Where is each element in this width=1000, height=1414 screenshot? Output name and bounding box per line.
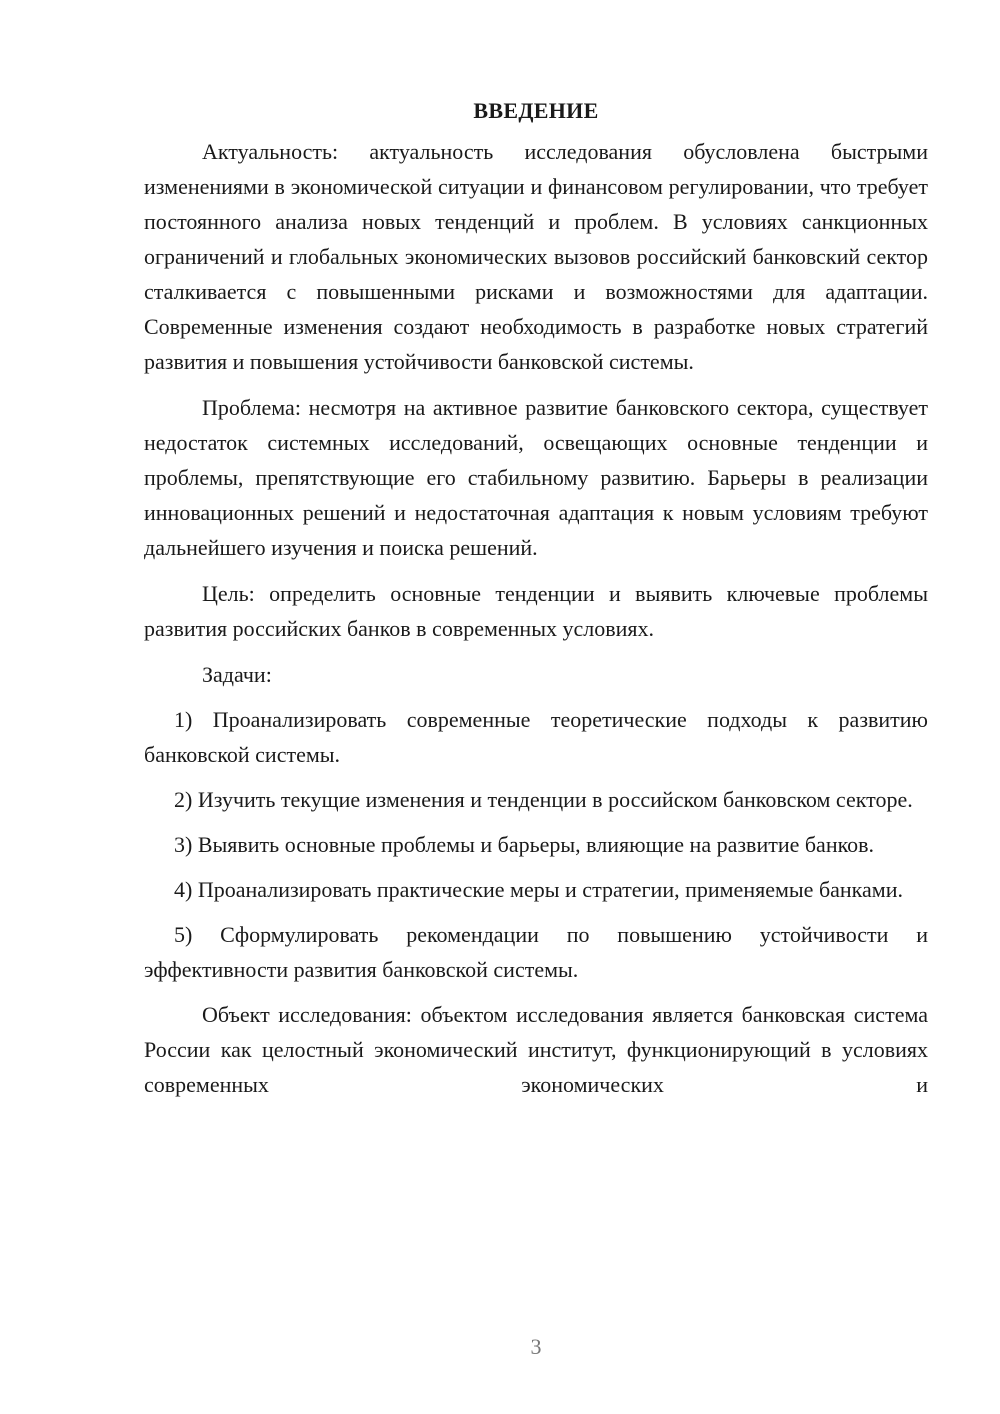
task-item-2: 2) Изучить текущие изменения и тенденции в российском банковском секторе.	[174, 787, 913, 812]
task-item-5: 5) Сформулировать рекомендации по повышению устойчивости и эффективности развития банковской системы.	[144, 922, 928, 982]
page-content	[144, 92, 928, 1113]
task-item-1: 1) Проанализировать современные теоретические подходы к развитию банковской системы.	[144, 707, 928, 767]
tasks-heading: Задачи:	[202, 662, 272, 687]
page-number: 3	[530, 1334, 542, 1359]
task-item-4: 4) Проанализировать практические меры и стратегии, применяемые банками.	[174, 877, 903, 902]
problem-paragraph: Проблема: несмотря на активное развитие банковского сектора, существует недостаток системных исследований, освещающих основные тенденции и проблемы, препятствующие его стабильному развитию. Барьеры в реализации инновационных решений и недостаточная адаптация к новым условиям требуют дальнейшего изучения и поиска решений.	[144, 395, 928, 560]
object-paragraph: Объект исследования: объектом исследования является банковская система России как целостный экономический институт, функционирующий в условиях современных экономических и	[144, 1002, 928, 1097]
section-title: ВВЕДЕНИЕ	[473, 98, 599, 123]
task-item-3: 3) Выявить основные проблемы и барьеры, влияющие на развитие банков.	[174, 832, 875, 857]
goal-paragraph: Цель: определить основные тенденции и выявить ключевые проблемы развития российских банков в современных условиях.	[144, 581, 928, 641]
relevance-paragraph: Актуальность: актуальность исследования обусловлена быстрыми изменениями в экономической ситуации и финансовом регулировании, что требует постоянного анализа новых тенденций и проблем. В условиях санкционных ограничений и глобальных экономических вызовов российский банковский сектор сталкивается с повышенными рисками и возможностями для адаптации. Современные изменения создают необходимость в разработке новых стратегий развития и повышения устойчивости банковской системы.	[144, 139, 928, 374]
